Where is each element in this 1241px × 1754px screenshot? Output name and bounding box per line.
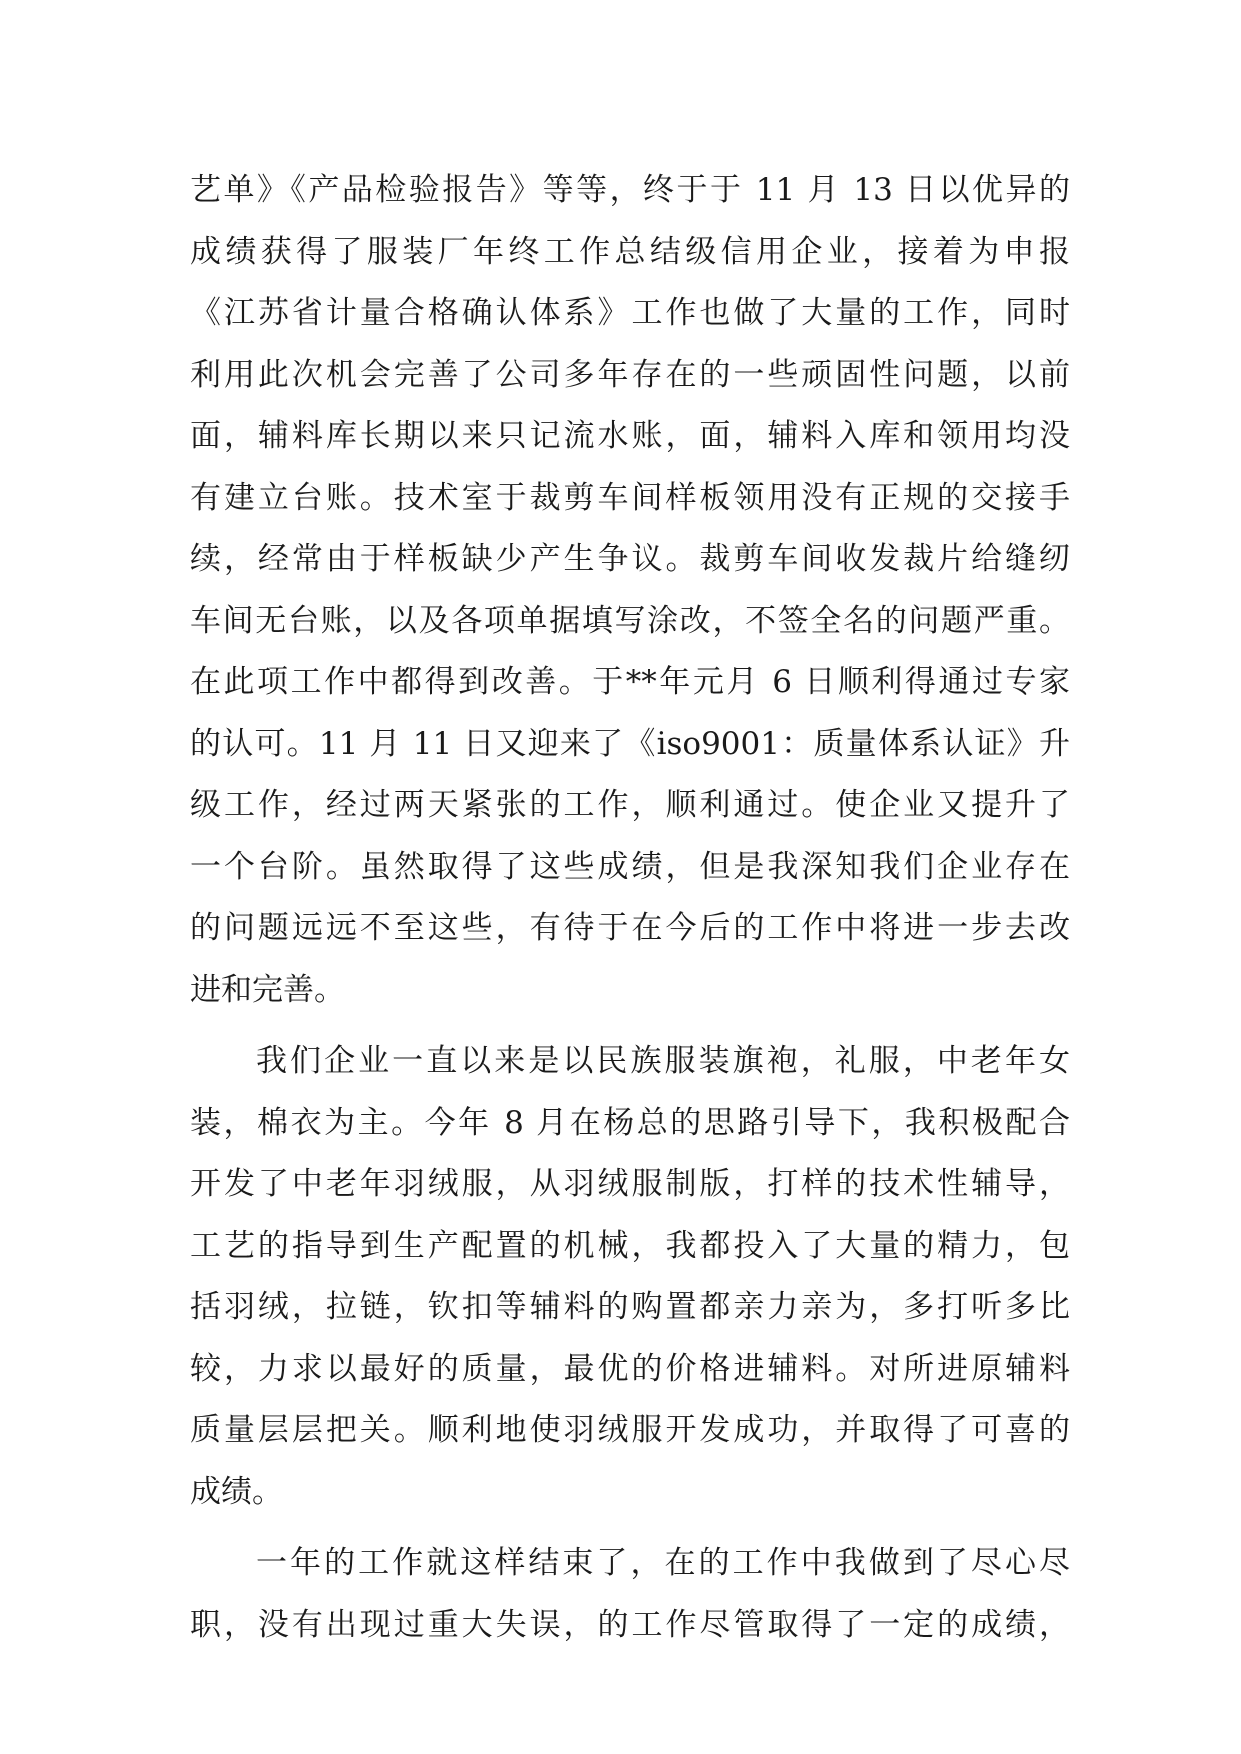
text-line: 一年的工作就这样结束了，在的工作中我做到了尽心尽 (256, 1545, 1070, 1581)
text-line: 艺单》《产品检验报告》等等，终于于 11 月 13 日以优异的 (190, 172, 1070, 208)
text-line: 进和完善。 (190, 971, 345, 1008)
text-line: 质量层层把关。顺利地使羽绒服开发成功，并取得了可喜的 (190, 1412, 1070, 1448)
text-line: 级工作，经过两天紧张的工作，顺利通过。使企业又提升了 (190, 787, 1070, 823)
text-line: 装，棉衣为主。今年 8 月在杨总的思路引导下，我积极配合 (190, 1104, 1070, 1141)
text-line: 在此项工作中都得到改善。于**年元月 6 日顺利得通过专家 (190, 664, 1070, 700)
paragraph-1 (190, 160, 1070, 1021)
text-line: 开发了中老年羽绒服，从羽绒服制版，打样的技术性辅导， (190, 1166, 1070, 1202)
text-line: 括羽绒，拉链，钦扣等辅料的购置都亲力亲为，多打听多比 (190, 1289, 1070, 1325)
text-line: 成绩获得了服装厂年终工作总结级信用企业，接着为申报 (190, 233, 1070, 270)
text-line: 较，力求以最好的质量，最优的价格进辅料。对所进原辅料 (190, 1350, 1070, 1387)
text-line: 工艺的指导到生产配置的机械，我都投入了大量的精力，包 (190, 1227, 1070, 1264)
text-line: 我们企业一直以来是以民族服装旗袍，礼服，中老年女 (256, 1043, 1070, 1079)
text-line: 续，经常由于样板缺少产生争议。裁剪车间收发裁片给缝纫 (190, 541, 1070, 577)
text-line: 职，没有出现过重大失误，的工作尽管取得了一定的成绩， (190, 1606, 1070, 1643)
text-line: 《江苏省计量合格确认体系》工作也做了大量的工作，同时 (190, 295, 1070, 331)
body-text (190, 160, 1070, 1666)
paragraph-3 (190, 1533, 1070, 1656)
text-line: 利用此次机会完善了公司多年存在的一些顽固性问题，以前 (190, 356, 1070, 393)
text-line: 的问题远远不至这些，有待于在今后的工作中将进一步去改 (190, 910, 1070, 946)
text-line: 有建立台账。技术室于裁剪车间样板领用没有正规的交接手 (190, 479, 1070, 516)
paragraph-2 (190, 1031, 1070, 1523)
text-line: 的认可。11 月 11 日又迎来了《iso9001：质量体系认证》升 (190, 725, 1070, 762)
text-line: 成绩。 (190, 1473, 283, 1510)
text-line: 一个台阶。虽然取得了这些成绩，但是我深知我们企业存在 (190, 848, 1070, 885)
text-line: 车间无台账，以及各项单据填写涂改，不签全名的问题严重。 (190, 602, 1070, 639)
text-line: 面，辅料库长期以来只记流水账，面，辅料入库和领用均没 (190, 418, 1070, 454)
